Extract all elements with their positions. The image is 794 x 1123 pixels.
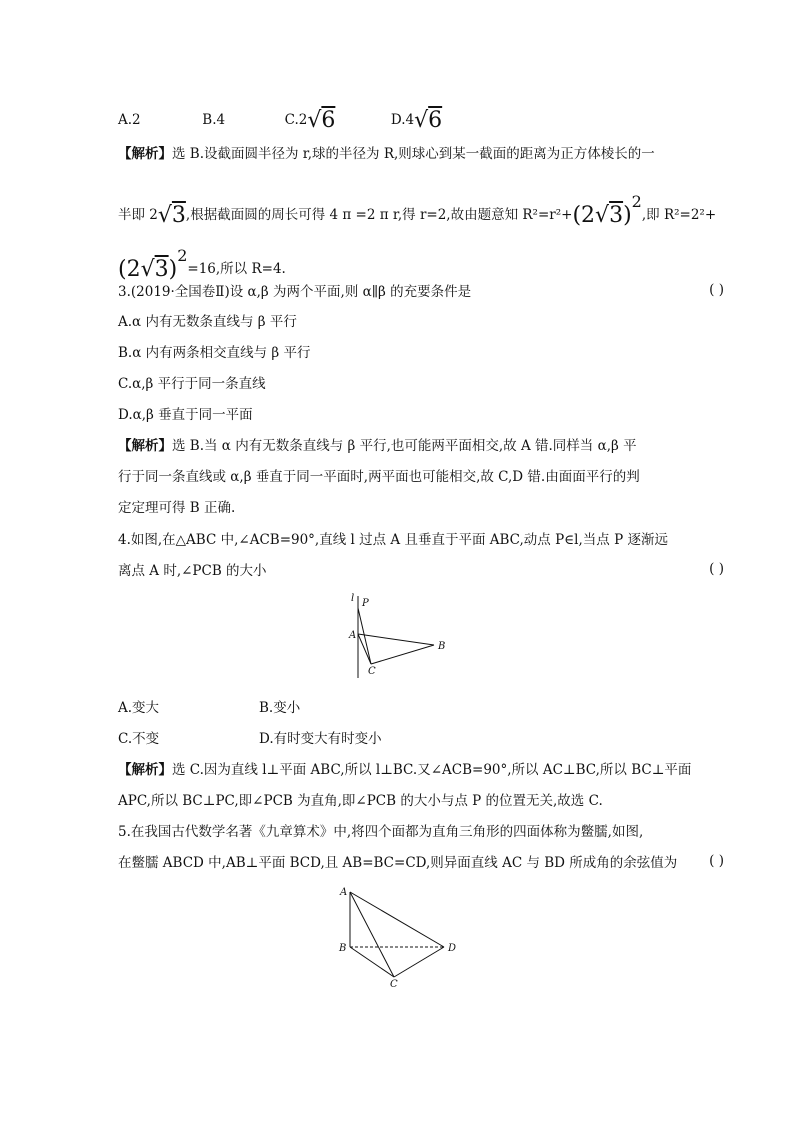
q3-analysis-text1: 选 B.当 α 内有无数条直线与 β 平行,也可能两平面相交,故 A 错.同样当 α,β 平: [172, 438, 637, 454]
q3-analysis-line1: [118, 436, 637, 456]
q2-analysis-line1: [118, 144, 655, 164]
q2-option-d-radicand: 6: [428, 108, 443, 133]
label-p: P: [362, 598, 369, 609]
q3-option-d: D.α,β 垂直于同一平面: [118, 407, 253, 423]
q2-option-d-label: D.4: [390, 112, 415, 128]
label-b: B: [438, 641, 446, 652]
analysis-tag: 【解析】: [118, 146, 172, 162]
label-d: D: [448, 943, 457, 954]
paren-expr-2: (2√3): [118, 257, 178, 282]
q4-figure: [340, 590, 460, 680]
q4-analysis-text1: 选 C.因为直线 l⊥平面 ABC,所以 l⊥BC.又∠ACB=90°,所以 AC⊥BC,所以 BC⊥平面: [172, 762, 692, 778]
q2-analysis-text2a: 半即 2: [118, 207, 158, 223]
q2-options-row: [118, 110, 442, 131]
label-l: l: [351, 593, 355, 604]
segment-ac: [358, 634, 371, 664]
q4-options-row1: [118, 698, 300, 718]
q4-option-c: C.不变: [118, 731, 160, 747]
q2-option-c-label: C.2: [284, 112, 308, 128]
label-c: C: [368, 666, 376, 677]
q3-option-c: C.α,β 平行于同一条直线: [118, 376, 266, 392]
q4-answer-paren: ( ): [709, 561, 724, 577]
q5-stem-line2: 在鳖臑 ABCD 中,AB⊥平面 BCD,且 AB=BC=CD,则异面直线 AC 与 BD 所成角的余弦值为: [118, 855, 678, 871]
sqrt3-a: √3: [157, 203, 186, 228]
q4-analysis-line1: [118, 760, 691, 780]
q5-answer-paren: ( ): [709, 853, 724, 869]
q2-analysis-line2: 半即 2√3,根据截面圆的周长可得 4 π =2 π r,得 r=2,故由题意知 R²=r²+(2√3)2,即 R²=2²+: [118, 192, 717, 228]
q4-stem-line1: 4.如图,在△ABC 中,∠ACB=90°,直线 l 过点 A 且垂直于平面 ABC,动点 P∈l,当点 P 逐渐远: [118, 532, 668, 548]
analysis-tag: 【解析】: [118, 438, 172, 454]
q2-analysis-text3: =16,所以 R=4.: [187, 261, 286, 277]
q3-option-a: A.α 内有无数条直线与 β 平行: [118, 314, 297, 330]
q4-analysis-line2: APC,所以 BC⊥PC,即∠PCB 为直角,即∠PCB 的大小与点 P 的位置无关,故选 C.: [118, 793, 603, 809]
segment-cd: [394, 947, 444, 977]
q5-figure: [334, 882, 464, 990]
analysis-tag: 【解析】: [118, 762, 172, 778]
label-b: B: [339, 943, 347, 954]
q3-option-b: B.α 内有两条相交直线与 β 平行: [118, 345, 311, 361]
q2-option-c: C.2√6: [284, 108, 336, 133]
q3-analysis-line3: 定定理可得 B 正确.: [118, 500, 236, 516]
q4-option-a: A.变大: [118, 700, 160, 716]
segment-ab: [358, 634, 434, 645]
label-a: A: [340, 887, 348, 898]
label-a: A: [349, 630, 357, 641]
segment-bc: [350, 947, 394, 977]
q4-option-d: D.有时变大有时变小: [259, 731, 382, 747]
q2-analysis-text2c: ,即 R²=2²+: [641, 207, 717, 223]
q4-option-b: B.变小: [259, 700, 301, 716]
q5-stem-line1: 5.在我国古代数学名著《九章算术》中,将四个面都为直角三角形的四面体称为鳖臑,如图,: [118, 824, 644, 840]
q2-analysis-text1: 选 B.设截面圆半径为 r,球的半径为 R,则球心到某一截面的距离为正方体棱长的一: [172, 146, 655, 162]
q2-option-a: A.2: [118, 112, 141, 128]
q3-stem: 3.(2019·全国卷Ⅱ)设 α,β 为两个平面,则 α∥β 的充要条件是: [118, 284, 472, 300]
q3-answer-paren: ( ): [709, 282, 724, 298]
q4-options-row2: [118, 729, 382, 749]
q2-option-b: B.4: [202, 112, 226, 128]
label-c: C: [390, 979, 398, 990]
q2-analysis-text2b: ,根据截面圆的周长可得 4 π =2 π r,得 r=2,故由题意知 R²=r²+: [185, 207, 573, 223]
q2-option-c-radicand: 6: [321, 108, 336, 133]
paren-expr-1: (2√3): [572, 203, 632, 228]
q3-analysis-line2: 行于同一条直线或 α,β 垂直于同一平面时,两平面也可能相交,故 C,D 错.由面面平行的判: [118, 469, 640, 485]
segment-cb: [371, 645, 434, 664]
q4-stem-line2: 离点 A 时,∠PCB 的大小: [118, 563, 267, 579]
q2-option-d: D.4√6: [390, 108, 443, 133]
q2-analysis-line3: (2√3)2=16,所以 R=4.: [118, 246, 286, 282]
